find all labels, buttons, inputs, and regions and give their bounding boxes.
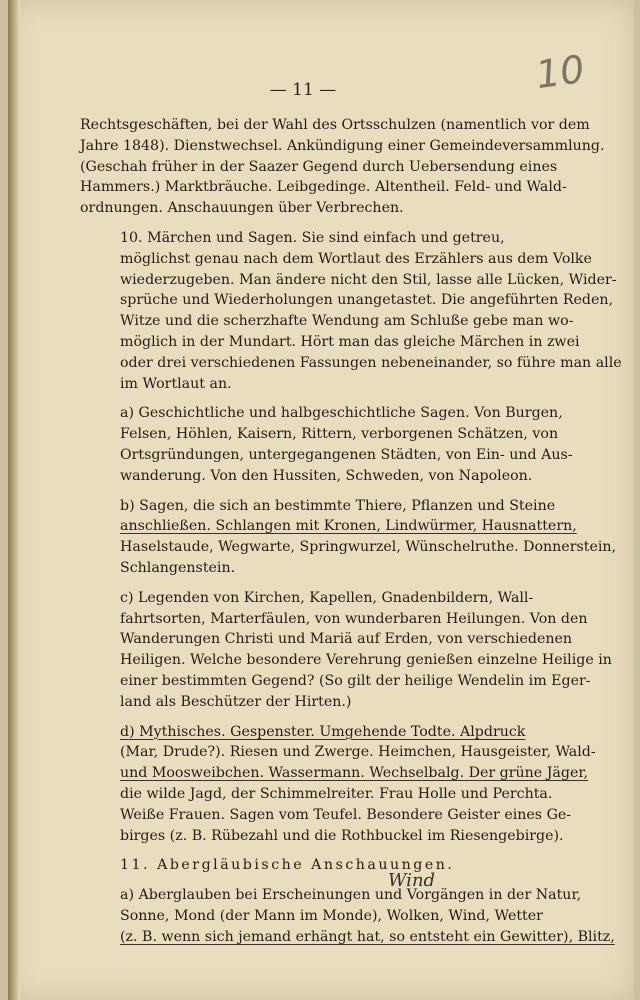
text-line: die wilde Jagd, der Schimmelreiter. Frau Holle und Perchta. (120, 785, 553, 802)
paragraph-section-10 (80, 228, 622, 394)
section-heading-line: 11. Abergläubische Anschauungen. (120, 857, 455, 874)
text-line: und Moosweibchen. Wassermann. Wechselbalg. Der grüne Jäger, (120, 765, 589, 782)
paragraph-animal-legends (80, 496, 617, 579)
text-line: Heiligen. Welche besondere Verehrung genießen einzelne Heilige in (120, 652, 612, 669)
section-heading-line: 10. Märchen und Sagen. Sie sind einfach und getreu, (120, 229, 505, 246)
text-line: möglichst genau nach dem Wortlaut des Erzählers aus dem Volke (120, 250, 592, 267)
text-line: Sonne, Mond (der Mann im Monde), Wolken, Wind, Wetter (120, 907, 543, 924)
paragraph-mythical (80, 722, 596, 847)
text-line: b) Sagen, die sich an bestimmte Thiere, Pflanzen und Steine (120, 497, 556, 514)
text-line: birges (z. B. Rübezahl und die Rothbuckel im Riesengebirge). (120, 827, 564, 844)
text-line: anschließen. Schlangen mit Kronen, Lindwürmer, Hausnattern, (120, 518, 577, 535)
text-line: land als Beschützer der Hirten.) (120, 693, 352, 710)
text-line: Schlangenstein. (120, 559, 236, 576)
text-line: Rechtsgeschäften, bei der Wahl des Ortsschulzen (namentlich vor dem (80, 117, 590, 133)
document-body (80, 115, 622, 956)
text-line: wiederzugeben. Man ändere nicht den Stil, lasse alle Lücken, Wider- (120, 271, 617, 288)
paragraph-section-11 (80, 855, 540, 876)
paragraph-church-legends (80, 588, 612, 713)
text-line: Hammers.) Marktbräuche. Leibgedinge. Altentheil. Feld- und Wald- (80, 179, 567, 196)
page-number: — 11 — (269, 80, 337, 100)
text-line: Weiße Frauen. Sagen vom Teufel. Besondere Geister eines Ge- (120, 806, 572, 823)
handwritten-note: Wind (388, 870, 436, 891)
text-line: (Mar, Drude?). Riesen und Zwerge. Heimchen, Hausgeister, Wald- (120, 744, 596, 761)
text-line: möglich in der Mundart. Hört man das gleiche Märchen in zwei (120, 333, 580, 350)
text-line: ordnungen. Anschauungen über Verbrechen. (80, 200, 404, 217)
text-line: (z. B. wenn sich jemand erhängt hat, so entsteht ein Gewitter), Blitz, (120, 928, 615, 945)
pencil-folio-number: 10 (533, 46, 588, 98)
text-line: Ortsgründungen, untergegangenen Städten, von Ein- und Aus- (120, 446, 573, 463)
text-line: einer bestimmten Gegend? (So gilt der heilige Wendelin im Eger- (120, 672, 591, 689)
text-line: (Geschah früher in der Saazer Gegend durch Uebersendung eines (80, 158, 558, 175)
text-line: sprüche und Wiederholungen unangetastet. Die angeführten Reden, (120, 292, 614, 309)
text-line: a) Aberglauben bei Erscheinungen und Vorgängen in der Natur, (120, 887, 582, 904)
document-page (8, 0, 634, 1000)
text-line: d) Mythisches. Gespenster. Umgehende Todte. Alpdruck (120, 723, 526, 740)
text-line: fahrtsorten, Marterfäulen, von wunderbaren Heilungen. Von den (120, 610, 588, 627)
text-line: Jahre 1848). Dienstwechsel. Ankündigung einer Gemeindeversammlung. (80, 137, 605, 154)
text-line: im Wortlaut an. (120, 375, 232, 392)
text-line: Haselstaude, Wegwarte, Springwurzel, Wünschelruthe. Donnerstein, (120, 539, 617, 556)
text-line: a) Geschichtliche und halbgeschichtliche Sagen. Von Burgen, (120, 405, 563, 422)
book-binding (8, 0, 20, 1000)
paragraph-legal-customs (80, 115, 605, 219)
text-line: c) Legenden von Kirchen, Kapellen, Gnadenbildern, Wall- (120, 589, 534, 606)
text-line: Witze und die scherzhafte Wendung am Schluße gebe man wo- (120, 313, 574, 330)
paragraph-superstition-nature (80, 885, 615, 947)
text-line: Wanderungen Christi und Mariä auf Erden, von verschiedenen (120, 631, 573, 648)
paragraph-historical-legends (80, 403, 573, 486)
text-line: wanderung. Von den Hussiten, Schweden, von Napoleon. (120, 467, 533, 484)
text-line: oder drei verschiedenen Fassungen nebeneinander, so führe man alle (120, 354, 622, 371)
text-line: Felsen, Höhlen, Kaisern, Rittern, verborgenen Schätzen, von (120, 426, 559, 443)
